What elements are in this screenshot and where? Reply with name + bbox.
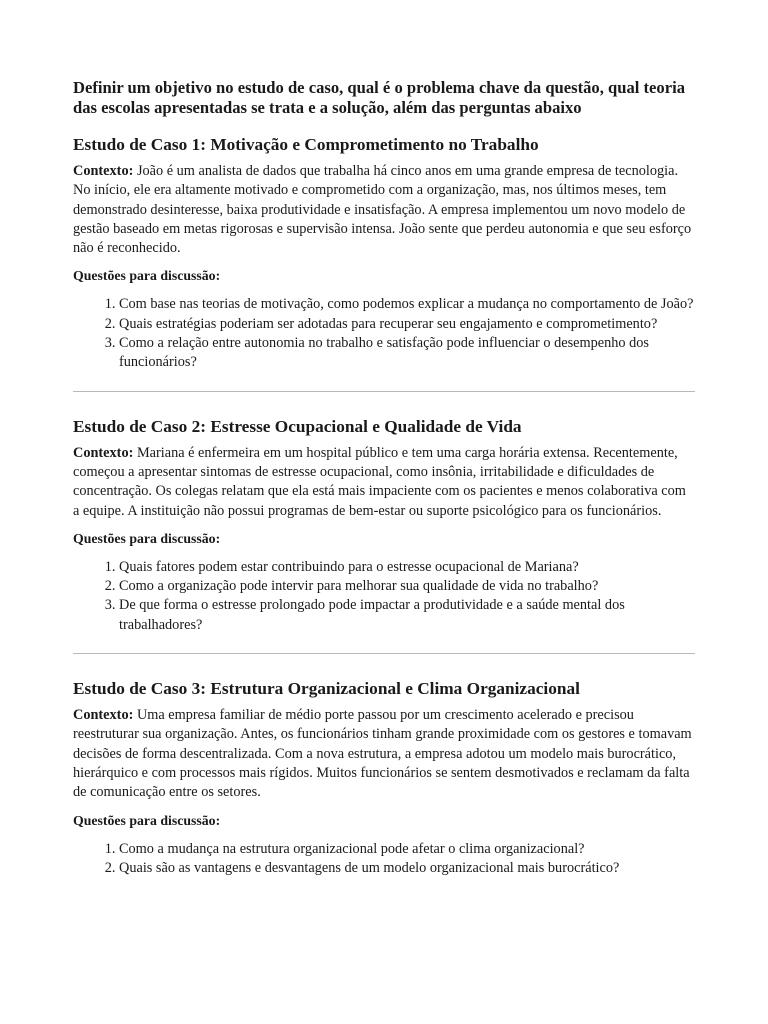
case-context xyxy=(73,706,695,802)
context-text: João é um analista de dados que trabalha há cinco anos em uma grande empresa de tecnologia. No início, ele era altamente motivado e comprometido com a organização, mas, nos últimos meses, tem demonstrado desinteresse, baixa produtividade e insatisfação. A empresa implementou um novo modelo de gestão baseado em metas rigorosas e supervisão intensa. João sente que perdeu autonomia e que seu esforço não é reconhecido. xyxy=(73,163,692,257)
question-item: 3. Como a relação entre autonomia no trabalho e satisfação pode influenciar o desempenho dos funcionários? xyxy=(119,334,695,373)
case-context xyxy=(73,162,695,258)
question-item: 2. Quais são as vantagens e desvantagens de um modelo organizacional mais burocrático? xyxy=(119,859,695,878)
questions-list xyxy=(73,558,695,635)
question-item: 2. Como a organização pode intervir para melhorar sua qualidade de vida no trabalho? xyxy=(119,577,695,596)
section-divider xyxy=(73,391,695,392)
questions-list xyxy=(73,295,695,372)
document-page xyxy=(73,78,695,878)
question-item: 3. De que forma o estresse prolongado pode impactar a produtividade e a saúde mental dos trabalhadores? xyxy=(119,596,695,635)
question-item: 1. Como a mudança na estrutura organizacional pode afetar o clima organizacional? xyxy=(119,840,695,859)
context-label: Contexto: xyxy=(73,707,134,724)
questions-heading: Questões para discussão: xyxy=(73,268,221,284)
case-title: Estudo de Caso 3: Estrutura Organizacional e Clima Organizacional xyxy=(73,679,580,699)
case-study-2 xyxy=(73,416,695,635)
section-divider xyxy=(73,653,695,654)
context-text: Mariana é enfermeira em um hospital público e tem uma carga horária extensa. Recentemente, começou a apresentar sintomas de estresse ocupacional, como insônia, irritabilidade e dificuldades de concentração. Os colegas relatam que ela está mais impaciente com os pacientes e menos colaborativa com a equipe. A instituição não possui programas de bem-estar ou suporte psicológico para os funcionários. xyxy=(73,444,686,519)
question-item: 2. Quais estratégias poderiam ser adotadas para recuperar seu engajamento e comprometimento? xyxy=(119,315,695,334)
context-label: Contexto: xyxy=(73,444,134,461)
context-text: Uma empresa familiar de médio porte passou por um crescimento acelerado e precisou reestruturar sua organização. Antes, os funcionários tinham grande proximidade com os gestores e tomavam decisões de forma descentralizada. Com a nova estrutura, a empresa adotou um modelo mais burocrático, hierárquico e com processos mais rígidos. Muitos funcionários se sentem desmotivados e reclamam da falta de comunicação entre os setores. xyxy=(73,707,692,801)
questions-heading: Questões para discussão: xyxy=(73,530,221,546)
question-item: 1. Quais fatores podem estar contribuindo para o estresse ocupacional de Mariana? xyxy=(119,558,695,577)
case-title: Estudo de Caso 2: Estresse Ocupacional e Qualidade de Vida xyxy=(73,416,522,436)
case-study-1 xyxy=(73,134,695,373)
case-context xyxy=(73,444,695,521)
questions-list xyxy=(73,840,695,879)
case-study-3 xyxy=(73,678,695,878)
instructions-heading: Definir um objetivo no estudo de caso, qual é o problema chave da questão, qual teoria das escolas apresentadas se trata e a solução, além das perguntas abaixo xyxy=(73,78,685,117)
questions-heading: Questões para discussão: xyxy=(73,812,221,828)
case-title: Estudo de Caso 1: Motivação e Comprometimento no Trabalho xyxy=(73,135,539,154)
question-item: 1. Com base nas teorias de motivação, como podemos explicar a mudança no comportamento de João? xyxy=(119,295,695,314)
context-label: Contexto: xyxy=(73,163,134,179)
